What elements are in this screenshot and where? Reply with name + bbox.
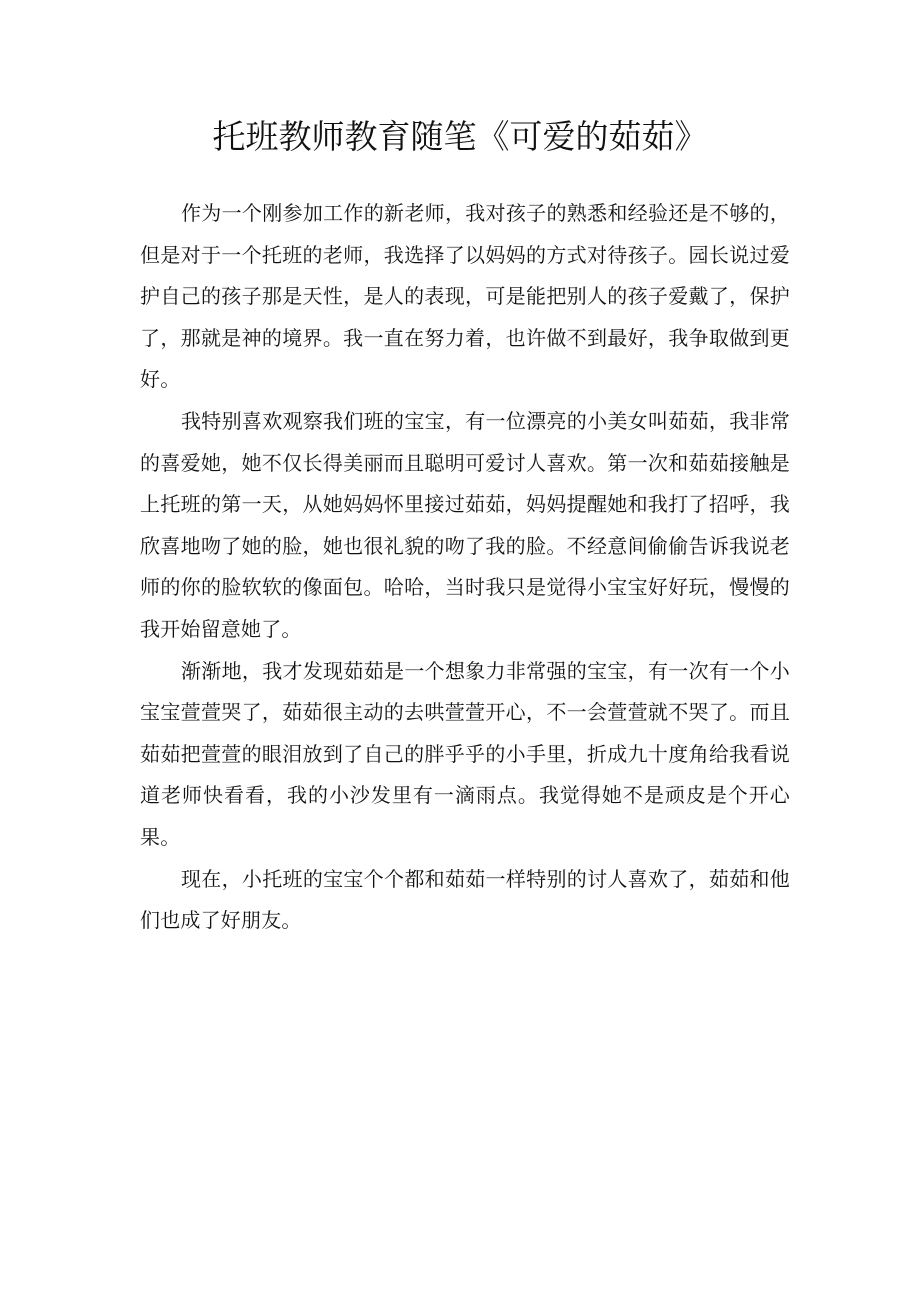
document-title: 托班教师教育随笔《可爱的茹茹》 [212, 117, 708, 156]
document-body [140, 193, 790, 942]
paragraph-2: 我特别喜欢观察我们班的宝宝，有一位漂亮的小美女叫茹茹，我非常的喜爱她，她不仅长得美丽而且聪明可爱讨人喜欢。第一次和茹茹接触是上托班的第一天，从她妈妈怀里接过茹茹，妈妈提醒她和我打了招呼，我欣喜地吻了她的脸，她也很礼貌的吻了我的脸。不经意间偷偷告诉我说老师的你的脸软软的像面包。哈哈，当时我只是觉得小宝宝好好玩，慢慢的我开始留意她了。 [140, 408, 790, 641]
paragraph-3: 渐渐地，我才发现茹茹是一个想象力非常强的宝宝，有一次有一个小宝宝萱萱哭了，茹茹很主动的去哄萱萱开心，不一会萱萱就不哭了。而且茹茹把萱萱的眼泪放到了自己的胖乎乎的小手里，折成九十度角给我看说道老师快看看，我的小沙发里有一滴雨点。我觉得她不是顽皮是个开心果。 [140, 658, 790, 849]
paragraph-4: 现在，小托班的宝宝个个都和茹茹一样特别的讨人喜欢了，茹茹和他们也成了好朋友。 [140, 866, 790, 933]
paragraph-1: 作为一个刚参加工作的新老师，我对孩子的熟悉和经验还是不够的，但是对于一个托班的老师，我选择了以妈妈的方式对待孩子。园长说过爱护自己的孩子那是天性，是人的表现，可是能把别人的孩子爱戴了，保护了，那就是神的境界。我一直在努力着，也许做不到最好，我争取做到更好。 [140, 201, 790, 392]
